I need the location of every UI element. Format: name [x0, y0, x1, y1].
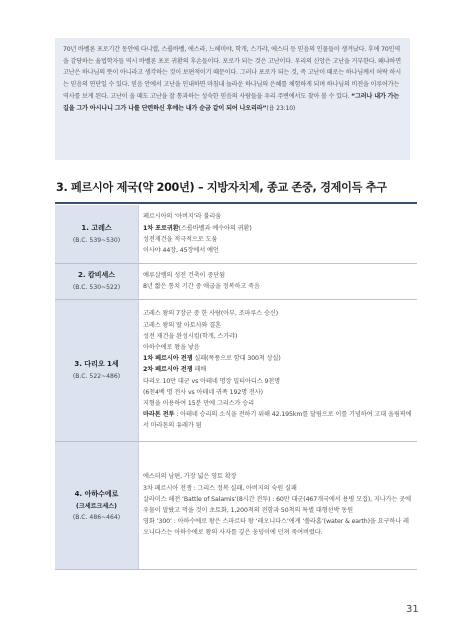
callout-segment: 70년 바벨론 포로기간 동안에 다니엘, 스룹바벨, 에스라, 느헤미야, 학개, 스가랴, 에스더 등 믿음의 인물들이 생겨났다. 후에 70인역을 감당하는 율법학자들 역시 바벨론 포로 귀환의 후손들이다. 포로가 되는 것은 고난이다. 우리의 신앙은 고난을 거부한다. 왜냐하면 고난은 하나님의 뜻이 아니라고 생각하는 것이 보편적이기 때문이다. 그러나 포로가 되는 것, 즉 고난이 때로는 하나님께서 허락 하시는 믿음의 연단일 수 있다. 믿음 안에서 고난을 인내하면 마침내 놀라운 하나님의 은혜를 체험하게 되며 하나님의 비전을 이루어가는 역사를 보게 된다. 고난이 올 때도 고난을 잘 통과하는 성숙한 믿음의 사람들을 우리 주변에서도 찾아 볼 수 있다.: [63, 46, 401, 100]
king-description-cell: [139, 205, 418, 263]
king-reign-dates: (크세르크세스): [76, 502, 117, 510]
king-reign-dates: (B.C. 486~464): [72, 513, 121, 521]
body-text: 이사야 44장, 45장에서 예언: [143, 246, 219, 254]
king-reign-dates: (B.C. 539~530): [72, 236, 121, 244]
body-text: 다리오 10만 대군 vs 아테네 명장 밀티아디스 9천명: [143, 377, 281, 385]
body-text: 8년 짧은 통치 기간 중 애굽을 정복하고 죽음: [143, 283, 260, 290]
body-text: 3차 페르시아 전쟁 : 그리스 정복 실패, 아버지의 숙원 실패: [143, 484, 297, 492]
description-line: [143, 376, 412, 387]
body-text: 에스더의 남편, 가장 넓은 영토 확장: [143, 473, 237, 481]
body-text: 고레스 왕의 7장군 중 한 사람(아부, 조파루스 승신): [143, 310, 279, 318]
body-text: 살라미스 해전 ‘Battle of Salamis’(8시간 전투) : 60만 대군(467개국에서 용병 모집), 지나가는 곳에 우물이 말랐고 먹을 것이 초토화, 1,200척의 전함과 50척의 특별 대형선박 동원: [143, 495, 412, 514]
description-line: [143, 281, 412, 292]
description-line: [143, 211, 412, 222]
king-name-cell: [55, 205, 139, 263]
description-line: [143, 516, 412, 538]
king-name: 1. 고레스: [81, 223, 112, 232]
body-text: 예루살렘의 성전 건축이 중단됨: [143, 271, 226, 279]
king-reign-dates: (B.C. 522~486): [72, 373, 121, 380]
body-text: 고레스 왕의 딸 아토사와 결혼: [143, 321, 221, 329]
description-line: [143, 494, 412, 516]
body-text: : 아테네 승리의 소식을 전하기 위해 42.195km를 달림으로 이를 기념하여 고대 올림픽에서 마라톤의 유래가 됨: [143, 411, 412, 430]
king-name-cell: [55, 441, 139, 569]
table-row: [55, 205, 417, 263]
description-line: [143, 398, 412, 409]
heading-divider: [55, 202, 417, 204]
body-text: 지형을 이용하여 15분 만에 그리스가 승리: [143, 400, 255, 407]
body-text: 성전재건을 적극적으로 도움: [143, 235, 218, 243]
description-line: [143, 471, 412, 482]
king-name-cell: [55, 263, 139, 299]
king-name: 4. 아하수에로: [74, 489, 119, 498]
description-line: [143, 320, 412, 331]
king-reign-dates: (B.C. 530~522): [72, 284, 121, 291]
description-line: [143, 234, 412, 245]
section-heading: 3. 페르시아 제국(약 200년) – 지방자치제, 종교 존중, 경제이득 추구: [56, 181, 387, 194]
callout-text: [63, 44, 402, 114]
description-line: [143, 342, 412, 353]
body-text: 실패(폭풍으로 함대 300척 상실): [192, 355, 281, 363]
emphasis-text: 2차 페르시아 전쟁: [143, 366, 193, 374]
body-text: 영화 ‘300’ : 아하수에로 왕은 스파르타 왕 ‘레오니다스’에게 ‘쏠라홈’(water & earth)을 요구하나 레오니다스는 아하수에로 왕의 사자를 깊은 웅덩이에 던져 죽여버렸다.: [143, 518, 409, 537]
description-line: [143, 387, 412, 398]
body-text: 성전 재건을 완성시킴(학개, 스가랴): [143, 332, 238, 340]
emphasis-text: 1차 페르시아 전쟁: [143, 355, 193, 363]
description-line: [143, 223, 412, 234]
table-row: [55, 441, 417, 569]
description-line: [143, 308, 412, 319]
king-name: 2. 캄비세스: [77, 271, 115, 279]
description-line: [143, 353, 412, 364]
king-name-cell: [55, 299, 139, 441]
description-line: [143, 270, 412, 281]
table-row: [55, 263, 417, 299]
king-name: 3. 다리오 1세: [74, 360, 119, 368]
body-text: (6천4백 명 전사 vs 아테네 귀족 192명 전사): [143, 388, 263, 396]
emphasis-text: 마라톤 전투: [143, 411, 175, 419]
king-description-cell: [139, 299, 418, 441]
quote-callout-box: [55, 38, 410, 160]
table-row: [55, 299, 417, 441]
persian-kings-table: [55, 205, 417, 570]
description-line: [143, 331, 412, 342]
description-line: [143, 409, 412, 431]
body-text: 아하수에로 왕을 낳음: [143, 343, 200, 351]
callout-segment: (욥 23:10): [266, 104, 296, 112]
description-line: [143, 364, 412, 375]
description-line: [143, 245, 412, 256]
king-description-cell: [139, 441, 418, 569]
king-description-cell: [139, 263, 418, 299]
body-text: (스룹바벨과 예수아의 귀환): [178, 224, 252, 232]
body-text: 페르시아의 ‘아버지’라 불리움: [143, 213, 221, 221]
page-number: 31: [406, 604, 419, 615]
emphasis-text: 1차 포로귀환: [143, 224, 179, 232]
body-text: 패배: [192, 366, 207, 374]
callout-quote: “그러나 내가 가는 길을 그가 아시나니 그가 나를 단련하신 후에는 내가 순금 같이 되어 나오리라”: [63, 92, 400, 112]
description-line: [143, 483, 412, 494]
